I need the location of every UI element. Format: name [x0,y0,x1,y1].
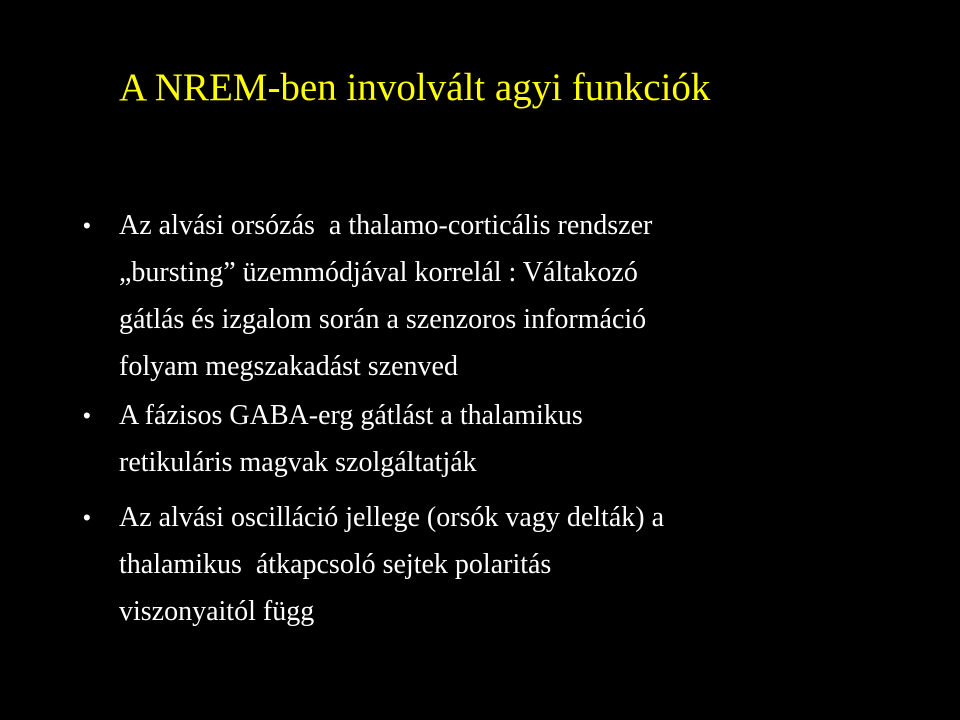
bullet-2-line-2: retikuláris magvak szolgáltatják [119,447,477,478]
slide-title: A NREM-ben involvált agyi funkciók [119,66,711,109]
bullet-3-line-2: thalamikus átkapcsoló sejtek polaritás [119,549,552,580]
bullet-1-line-2: „bursting” üzemmódjával korrelál : Váltakozó [119,257,638,288]
bullet-1-line-1: Az alvási orsózás a thalamo-corticális rendszer [119,210,653,241]
bullet-marker: • [83,403,91,428]
bullet-marker: • [83,505,91,530]
bullet-3-line-1: Az alvási oscilláció jellege (orsók vagy delták) a [119,502,665,533]
bullet-1-line-3: gátlás és izgalom során a szenzoros információ [119,304,647,335]
bullet-1-line-4: folyam megszakadást szenved [119,351,458,382]
bullet-marker: • [83,213,91,238]
bullet-2-line-1: A fázisos GABA-erg gátlást a thalamikus [119,400,583,431]
bullet-3-line-3: viszonyaitól függ [119,596,315,627]
